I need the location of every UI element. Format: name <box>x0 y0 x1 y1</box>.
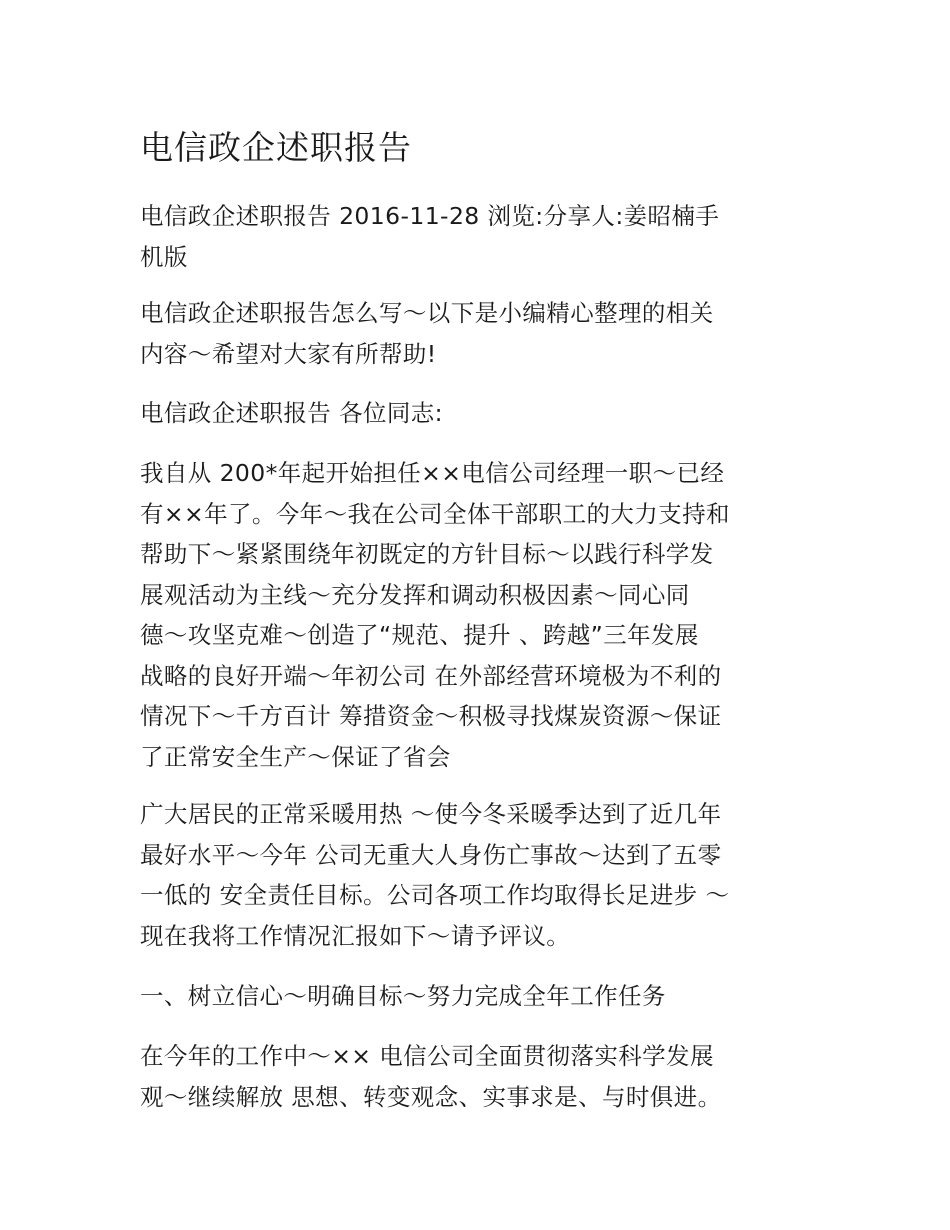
text-line: 观～继续解放 思想、转变观念、实事求是、与时俱进。 <box>140 1082 722 1111</box>
text-line: 帮助下～紧紧围绕年初既定的方针目标～以践行科学发 <box>140 540 714 568</box>
text-line: 电信政企述职报告 2016-11-28 浏览:分享人:姜昭楠手 <box>140 202 720 230</box>
document-title: 电信政企述职报告 <box>140 128 412 167</box>
paragraph-intro <box>140 293 808 374</box>
paragraph-meta <box>140 196 808 277</box>
text-line: 战略的良好开端～年初公司 在外部经营环境极为不利的 <box>140 661 722 690</box>
text-line: 电信政企述职报告 各位同志: <box>140 399 443 427</box>
text-line: 在今年的工作中～×× 电信公司全面贯彻落实科学发展 <box>140 1042 714 1070</box>
text-line: 机版 <box>140 242 188 271</box>
paragraph-body-2 <box>140 794 808 956</box>
text-line: 内容～希望对大家有所帮助! <box>140 339 437 368</box>
paragraph-body-1 <box>140 453 808 777</box>
paragraph-body-3 <box>140 1036 808 1117</box>
text-line: 广大居民的正常采暖用热 ～使今冬采暖季达到了近几年 <box>140 800 722 828</box>
text-line: 了正常安全生产～保证了省会 <box>140 742 451 771</box>
text-line: 展观活动为主线～充分发挥和调动积极因素～同心同 <box>140 580 690 609</box>
text-line: 我自从 200*年起开始担任××电信公司经理一职～已经 <box>140 459 725 487</box>
text-line: 现在我将工作情况汇报如下～请予评议。 <box>140 921 571 950</box>
paragraph-salutation <box>140 393 808 434</box>
text-line: 有××年了。今年～我在公司全体干部职工的大力支持和 <box>140 499 730 528</box>
section-heading <box>140 976 808 1017</box>
text-line: 电信政企述职报告怎么写～以下是小编精心整理的相关 <box>140 299 714 327</box>
text-line: 最好水平～今年 公司无重大人身伤亡事故～达到了五零 <box>140 840 722 869</box>
text-line: 情况下～千方百计 筹措资金～积极寻找煤炭资源～保证 <box>140 702 722 730</box>
text-line: 一、树立信心～明确目标～努力完成全年工作任务 <box>140 982 666 1010</box>
text-line: 德～攻坚克难～创造了“规范、提升 、跨越”三年发展 <box>140 621 699 649</box>
text-line: 一低的 安全责任目标。公司各项工作均取得长足进步 ～ <box>140 881 730 909</box>
